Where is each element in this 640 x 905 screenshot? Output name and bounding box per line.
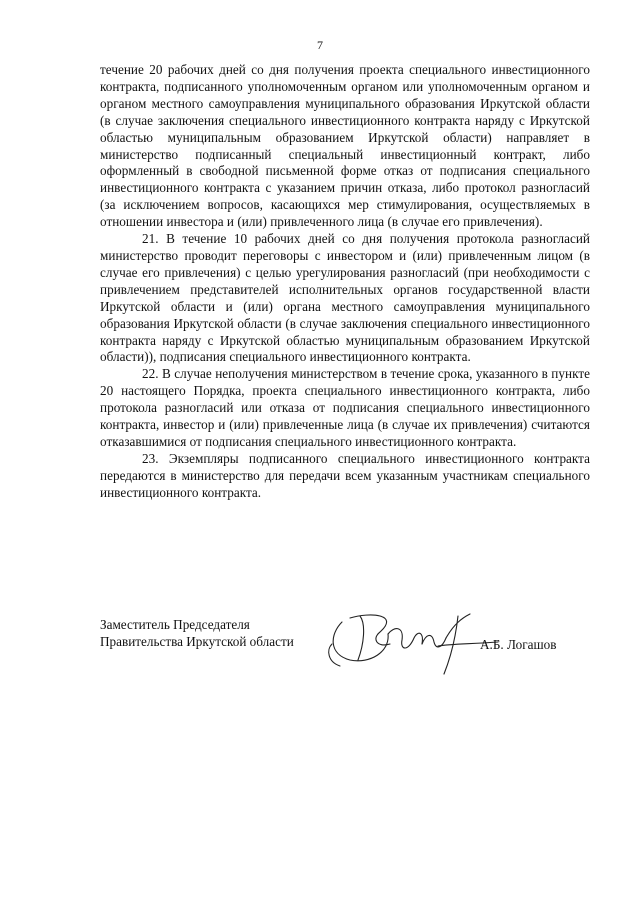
signatory-name: А.Б. Логашов bbox=[480, 637, 557, 652]
document-body bbox=[100, 62, 590, 502]
signatory-title-line-1: Заместитель Председателя bbox=[100, 617, 250, 632]
signatory-title bbox=[100, 616, 294, 650]
page-number: 7 bbox=[317, 38, 323, 52]
paragraph-continuation: течение 20 рабочих дней со дня получения проекта специального инвестиционного контракта, подписанного уполномоченным органом или уполномоченным органом и органом местного самоуправления муниципального образования Иркутской области (в случае заключения специального инвестиционного контракта наряду с Иркутской областью муниципальным образованием Иркутской области) направляет в министерство подписанный специальный инвестиционный контракт, либо оформленный в свободной письменной форме отказ от подписания специального инвестиционного контракта с указанием причин отказа, либо протокол разногласий (за исключением вопросов, касающихся мер стимулирования, осуществляемых в отношении инвестора и (или) привлеченного лица (в случае его привлечения). bbox=[100, 62, 590, 230]
paragraph-21: 21. В течение 10 рабочих дней со дня получения протокола разногласий министерство проводит переговоры с инвестором и (или) привлеченным лицом (в случае его привлечения) с целью урегулирования разногласий (при необходимости с привлечением представителей исполнительных органов государственной власти Иркутской области и (или) органа местного самоуправления муниципального образования Иркутской области (в случае заключения специального инвестиционного контракта наряду с Иркутской областью муниципальным образованием Иркутской области)), подписания специального инвестиционного контракта. bbox=[100, 231, 590, 365]
paragraph-22: 22. В случае неполучения министерством в течение срока, указанного в пункте 20 настоящего Порядка, проекта специального инвестиционного контракта, либо протокола разногласий или отказа от подписания специального инвестиционного контракта, инвестор и (или) привлеченные лица (в случае их привлечения) считаются отказавшимися от подписания специального инвестиционного контракта. bbox=[100, 366, 590, 449]
signatory-title-line-2: Правительства Иркутской области bbox=[100, 634, 294, 649]
paragraph-23: 23. Экземпляры подписанного специального инвестиционного контракта передаются в министерство для передачи всем указанным участникам специального инвестиционного контракта. bbox=[100, 450, 590, 500]
